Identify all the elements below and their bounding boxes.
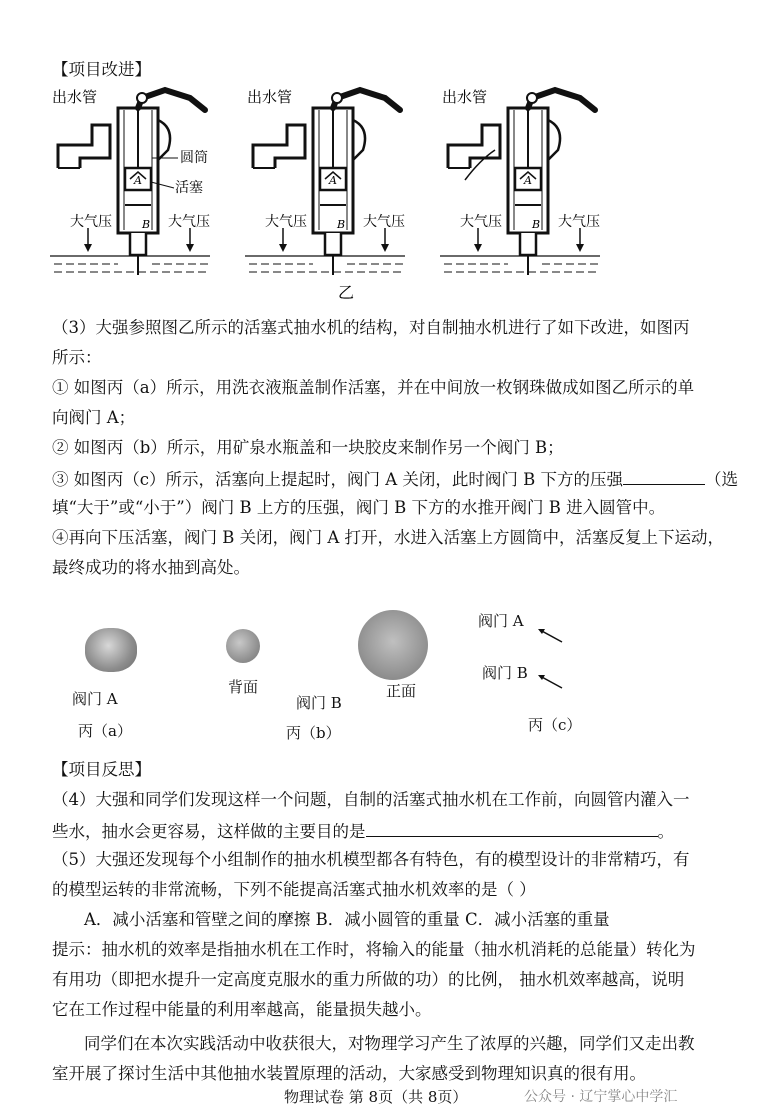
figure-yi-piston-pump-diagrams [40,80,620,305]
fig-bing-caption-b: 丙（b） [286,724,341,742]
q5-line-2: 的模型运转的非常流畅，下列不能提高活塞式抽水机效率的是（ ） [52,880,536,899]
valve-a-label-1: A [134,174,142,187]
valve-b-back-photo [226,629,260,663]
fig-bing-back-label: 背面 [228,678,259,696]
q4-line-1: （4）大强和同学们发现这样一个问题，自制的活塞式抽水机在工作前，向圆管内灌入一 [52,790,690,809]
fig-bing-c-valve-b-label: 阀门 B [482,664,528,682]
q5-hint-line-2: 有用功（即把水提升一定高度克服水的重力所做的功）的比例， 抽水机效率越高，说明 [52,970,685,989]
valve-a-label-2: A [329,174,337,187]
q3-step3-line-2: 填“大于”或“小于”）阀门 B 上方的压强，阀门 B 下方的水推开阀门 B 进入圆管中。 [52,498,666,517]
q3-step4-line-1: ④再向下压活塞，阀门 B 关闭，阀门 A 打开，水进入活塞上方圆筒中，活塞反复上下运动， [52,528,725,547]
fig-bing-valve-b-label: 阀门 B [296,694,342,712]
outlet-pipe-label-2: 出水管 [247,88,293,106]
valve-b-label-3: B [532,218,541,231]
section-heading-reflect: 【项目反思】 [52,760,151,779]
valve-a-label-3: A [524,174,532,187]
q4-line-2: 些水，抽水会更容易，这样做的主要目的是 。 [52,818,674,844]
fig-bing-c-arrows [530,622,570,692]
outlet-pipe-label-3: 出水管 [442,88,488,106]
q3-line-1: （3）大强参照图乙所示的活塞式抽水机的结构，对自制抽水机进行了如下改进，如图丙 [52,318,690,337]
fig-bing-c-valve-a-label: 阀门 A [478,612,524,630]
closing-line-1: 同学们在本次实践活动中收获很大，对物理学习产生了浓厚的兴趣，同学们又走出教 [84,1034,695,1053]
q5-line-1: （5）大强还发现每个小组制作的抽水机模型都各有特色，有的模型设计的非常精巧，有 [52,850,690,869]
cylinder-label: 圆筒 [180,150,208,166]
closing-line-2: 室开展了探讨生活中其他抽水装置原理的活动，大家感受到物理知识真的很有用。 [52,1064,646,1083]
q3-step1-line-2: 向阀门 A； [52,408,136,427]
valve-b-label-2: B [337,218,346,231]
q3-step4-line-2: 最终成功的将水抽到高处。 [52,558,250,577]
q4-answer-blank[interactable] [366,818,658,837]
piston-label: 活塞 [175,180,203,196]
page-footer: 物理试卷 第 8页（共 8页） [284,1088,468,1106]
atm-label-1b: 大气压 [168,214,210,230]
valve-a-photo [85,628,137,672]
q3-step2: ② 如图丙（b）所示，用矿泉水瓶盖和一块胶皮来制作另一个阀门 B； [52,438,564,457]
q3-step1-line-1: ① 如图丙（a）所示，用洗衣液瓶盖制作活塞，并在中间放一枚钢珠做成如图乙所示的单 [52,378,695,397]
figure-yi-caption: 乙 [338,283,355,302]
fig-bing-caption-a: 丙（a） [78,722,132,740]
section-heading-improve: 【项目改进】 [52,60,151,79]
q5-options: A．减小活塞和管壁之间的摩擦 B．减小圆管的重量 C．减小活塞的重量 [84,910,610,929]
outlet-pipe-label-1: 出水管 [52,88,98,106]
valve-b-front-photo [358,610,428,680]
fig-bing-caption-c: 丙（c） [528,716,582,734]
atm-label-2b: 大气压 [363,214,405,230]
watermark: 公众号 · 辽宁掌心中学汇 [524,1089,678,1105]
q3-step3-line-1: ③ 如图丙（c）所示，活塞向上提起时，阀门 A 关闭，此时阀门 B 下方的压强 （选 [52,466,738,492]
q3-line-2: 所示： [52,348,102,367]
q5-hint-line-3: 它在工作过程中能量的利用率越高，能量损失越小。 [52,1000,432,1019]
valve-b-label-1: B [142,218,151,231]
atm-label-3b: 大气压 [558,214,600,230]
q3-answer-blank[interactable] [623,466,705,485]
q5-hint-line-1: 提示：抽水机的效率是指抽水机在工作时，将输入的能量（抽水机消耗的总能量）转化为 [52,940,696,959]
atm-label-1a: 大气压 [70,214,112,230]
fig-bing-valve-a-label: 阀门 A [72,690,118,708]
atm-label-3a: 大气压 [460,214,502,230]
atm-label-2a: 大气压 [265,214,307,230]
fig-bing-front-label: 正面 [386,682,417,700]
